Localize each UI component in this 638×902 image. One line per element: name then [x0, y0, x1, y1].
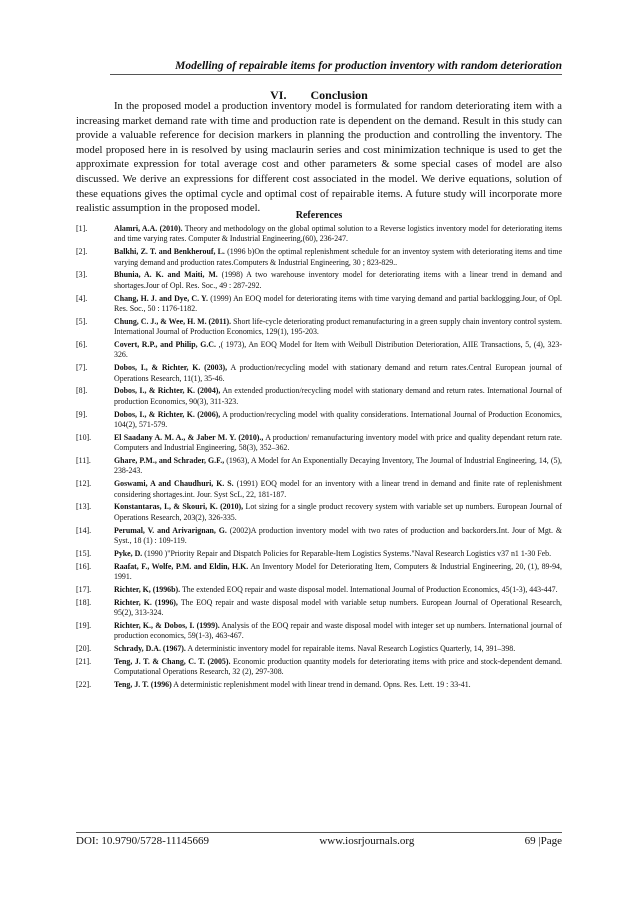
reference-text: [114, 224, 562, 245]
reference-citation: (1990 )"Priority Repair and Dispatch Policies for Reparable-Item Logistics Systems."Naval Research Logistics v37 n1 1-30 Feb.: [144, 548, 552, 558]
reference-text: [114, 363, 562, 384]
reference-citation: Theory and methodology on the global optimal solution to a Reverse logistics inventory model for deteriorating items and time varying rates. Computer & Industrial Engineering,(60), 236-247.: [114, 224, 562, 244]
reference-item: [76, 621, 562, 642]
conclusion-paragraph: [76, 100, 562, 217]
reference-number: [5].: [76, 316, 88, 326]
reference-item: [76, 294, 562, 315]
references-heading: References: [295, 210, 343, 221]
reference-authors: Balkhi, Z. T. and Benkherouf, L.: [114, 247, 225, 257]
section-title: Conclusion: [310, 88, 368, 102]
reference-item: [76, 502, 562, 523]
reference-item: [76, 433, 562, 454]
reference-item: [76, 340, 562, 361]
reference-text: [114, 247, 562, 268]
reference-item: [76, 657, 562, 678]
reference-citation: (1991) EOQ model for an inventory with a linear trend in demand and finite rate of replenishment considering shortages.int. Jour. Syst ScL, 22, 181-187.: [114, 479, 563, 499]
reference-item: [76, 386, 562, 407]
reference-citation: (2002)A production inventory model with two rates of production and backorders.Int. Jour of Mgt. & Syst., 18 (1) : 109-119.: [114, 525, 562, 546]
reference-text: [114, 340, 562, 361]
reference-authors: Bhunia, A. K. and Maiti, M.: [114, 270, 218, 280]
reference-number: [13].: [76, 502, 92, 512]
reference-authors: El Saadany A. M. A., & Jaber M. Y. (2010).,: [114, 432, 264, 442]
reference-authors: Ghare, P.M., and Schrader, G.F.,: [114, 456, 225, 466]
reference-citation: A production/ remanufacturing inventory model with price and quality dependant return rate. Computers and Industrial Engineering, 58(3), 352–362.: [114, 432, 562, 453]
reference-item: [76, 598, 562, 619]
reference-text: [114, 680, 562, 690]
reference-item: [76, 644, 562, 654]
reference-citation: (1996 b)On the optimal replenishment schedule for an inventoy system with deteriorating items and time varying demand and production rates.Computers & Industrial Engineering, 30 ; 823-829..: [114, 247, 562, 267]
reference-number: [21].: [76, 656, 92, 666]
reference-number: [3].: [76, 270, 88, 280]
reference-authors: Goswami, A and Chaudhuri, K. S.: [114, 479, 234, 489]
reference-citation: Lot sizing for a single product recovery system with variable set up numbers. European Journal of Operations Research, 203(2), 326-335.: [114, 502, 562, 522]
page-footer: [76, 832, 562, 847]
reference-number: [6].: [76, 340, 88, 350]
reference-text: [114, 294, 562, 315]
reference-authors: Schrady, D.A. (1967).: [114, 644, 186, 654]
reference-citation: An extended production/recycling model with stationary demand and return rates. International Journal of production Economics, 90(3), 311-323.: [114, 386, 562, 406]
reference-number: [10].: [76, 432, 92, 442]
reference-text: [114, 598, 562, 619]
reference-item: [76, 456, 562, 477]
reference-citation: Analysis of the EOQ repair and waste disposal model with integer set up numbers. International journal of production economics, 59(1-3), 463-467.: [114, 620, 562, 641]
reference-citation: An Inventory Model for Deteriorating Item, Computers & Industrial Engineering, 20, (1), 89-94, 1991.: [114, 561, 562, 582]
reference-text: [114, 644, 562, 654]
reference-citation: A deterministic replenishment model with linear trend in demand. Opns. Res. Lett. 19 : 33-41.: [173, 680, 471, 690]
conclusion-text: In the proposed model a production inventory model is formulated for random deteriorating item with a increasing market demand rate with time and production rate is dependent on the demand. Result in this study can provide a valuable reference for decision markers in planning the production and controlling the inventory. The model proposed here in is resolved by using maclaurin series and cost minimization technique is used to get the approximate expression for total average cost and other parameters & some special cases of model are also discussed. We derive an expressions for different cost associated in the model. We derive equations, solution of these equations gives the optimal cycle and optimal cost of repairable items. A future study will incorporate more realistic assumption in the proposed model.: [76, 101, 562, 215]
reference-item: [76, 270, 562, 291]
reference-number: [12].: [76, 479, 92, 489]
reference-authors: Chung, C. J., & Wee, H. M. (2011).: [114, 316, 232, 326]
reference-citation: (1999) An EOQ model for deteriorating items with time varying demand and partial backlogging.Jour, of Opl. Res. Soc., 50 : 1176-1182.: [114, 293, 562, 314]
reference-citation: A production/recycling model with stationary demand and return rates.Central European journal of Operations Research, 11(1), 35-46.: [114, 363, 562, 383]
reference-item: [76, 479, 562, 500]
reference-authors: Teng, J. T. & Chang, C. T. (2005).: [114, 656, 231, 666]
reference-authors: Perumal, V. and Arivarignan, G.: [114, 525, 227, 535]
reference-item: [76, 680, 562, 690]
reference-authors: Dobos, I., & Richter, K. (2003),: [114, 363, 228, 373]
reference-number: [7].: [76, 363, 88, 373]
reference-text: [114, 502, 562, 523]
reference-number: [22].: [76, 680, 92, 690]
reference-number: [8].: [76, 386, 88, 396]
reference-authors: Richter, K., & Dobos, I. (1999).: [114, 620, 220, 630]
reference-item: [76, 526, 562, 547]
reference-authors: Covert, R.P., and Philip, G.C.: [114, 340, 216, 350]
reference-authors: Alamri, A.A. (2010).: [114, 224, 183, 233]
reference-number: [1].: [76, 224, 88, 233]
reference-item: [76, 549, 562, 559]
reference-text: [114, 621, 562, 642]
reference-item: [76, 585, 562, 595]
reference-number: [15].: [76, 548, 92, 558]
reference-authors: Dobos, I., & Richter, K. (2004),: [114, 386, 221, 396]
footer-url[interactable]: www.iosrjournals.org: [319, 835, 415, 847]
reference-authors: Chang, H. J. and Dye, C. Y.: [114, 293, 208, 303]
reference-citation: Economic production quantity models for deteriorating items with price and stock-dependent demand. Computational Operations Research, 32 (2), 297-308.: [114, 656, 562, 677]
reference-text: [114, 270, 562, 291]
reference-item: [76, 562, 562, 583]
reference-number: [11].: [76, 456, 91, 466]
reference-text: [114, 549, 562, 559]
reference-item: [76, 363, 562, 384]
reference-text: [114, 657, 562, 678]
running-header: Modelling of repairable items for production inventory with random deterioration: [110, 60, 562, 75]
reference-item: [76, 317, 562, 338]
reference-number: [18].: [76, 597, 92, 607]
reference-authors: Richter, K, (1996b).: [114, 584, 181, 594]
reference-citation: A production/recycling model with quality considerations. International Journal of Production Economics, 104(2), 571-579.: [114, 409, 562, 430]
reference-number: [19].: [76, 620, 92, 630]
reference-number: [20].: [76, 644, 92, 654]
reference-authors: Raafat, F., Wolfe, P.M. and Eldin, H.K.: [114, 561, 249, 571]
reference-text: [114, 479, 562, 500]
reference-text: [114, 526, 562, 547]
reference-number: [2].: [76, 247, 88, 257]
footer-doi: DOI: 10.9790/5728-11145669: [76, 835, 210, 847]
reference-citation: (1998) A two warehouse inventory model for deteriorating items with a linear trend in demand and shortages.Jour of Opl. Res. Soc., 49 : 287-292.: [114, 270, 562, 290]
reference-citation: A deterministic inventory model for repairable items. Naval Research Logistics Quarterly, 14, 391–398.: [187, 644, 516, 654]
reference-authors: Pyke, D.: [114, 548, 143, 558]
reference-citation: Short life-cycle deteriorating product remanufacturing in a green supply chain inventory control system. International Journal of Production Economics, 129(1), 195-203.: [114, 316, 563, 337]
section-number: VI.: [270, 88, 287, 102]
reference-number: [16].: [76, 561, 92, 571]
reference-citation: (1963), A Model for An Exponentially Decaying Inventory, The Journal of Industrial Engineering, 14, (5), 238-243.: [114, 456, 562, 476]
reference-number: [14].: [76, 525, 92, 535]
reference-item: [76, 410, 562, 431]
reference-text: [114, 456, 562, 477]
footer-page-number: 69 |Page: [524, 835, 562, 847]
reference-authors: Konstantaras, I., & Skouri, K. (2010),: [114, 502, 244, 512]
reference-text: [114, 386, 562, 407]
reference-text: [114, 317, 562, 338]
reference-text: [114, 585, 562, 595]
reference-authors: Teng, J. T. (1996): [114, 680, 172, 690]
reference-citation: The extended EOQ repair and waste disposal model. International Journal of Production Economics, 45(1-3), 443-447.: [181, 584, 558, 594]
reference-authors: Richter, K. (1996),: [114, 597, 178, 607]
reference-citation: ,( 1973), An EOQ Model for Item with Weibull Distribution Deterioration, AIIE Transactions, 5, (4), 323-326.: [114, 340, 562, 360]
reference-item: [76, 247, 562, 268]
reference-number: [4].: [76, 293, 88, 303]
reference-number: [17].: [76, 584, 92, 594]
reference-citation: The EOQ repair and waste disposal model with variable setup numbers. European Journal of Operational Research, 95(2), 313-324.: [114, 597, 562, 618]
reference-list: [76, 224, 562, 693]
reference-authors: Dobos, I., & Richter, K. (2006),: [114, 409, 221, 419]
reference-number: [9].: [76, 409, 88, 419]
reference-item: [76, 224, 562, 245]
reference-text: [114, 562, 562, 583]
reference-text: [114, 410, 562, 431]
reference-text: [114, 433, 562, 454]
